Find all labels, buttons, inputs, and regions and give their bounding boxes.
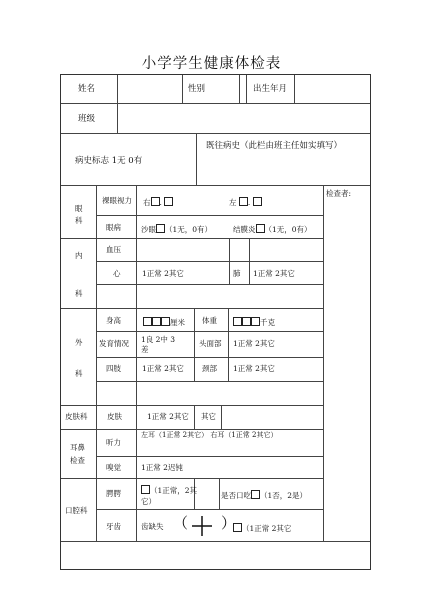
row-divider (61, 308, 323, 309)
col-divider (96, 185, 97, 541)
skin-other-label: 其它 (201, 412, 216, 421)
conjunctivitis: 结膜炎 （1无，0有） (233, 225, 312, 234)
skin-options: 1正常 2其它 (147, 412, 189, 421)
cleft-field: 是否口吃 （1否，2是） (221, 491, 308, 500)
col-divider (194, 405, 195, 429)
col-divider (294, 75, 295, 103)
tooth-paren-right: ） (221, 514, 237, 532)
hearing-label: 听力 (106, 438, 121, 447)
smell-label: 嗅觉 (106, 463, 121, 472)
col-divider (196, 133, 197, 185)
row-divider (96, 456, 323, 457)
row-divider (61, 541, 370, 542)
birth-label: 出生年月 (253, 84, 288, 94)
development-label: 发育情况 (99, 339, 129, 348)
heart-label: 心 (113, 269, 121, 278)
row-divider (61, 133, 370, 134)
history-note-label: 既往病史（此栏由班主任如实填写） (206, 141, 343, 151)
row-divider (96, 331, 323, 332)
lung-label: 肺 (233, 269, 241, 278)
col-divider (239, 75, 240, 103)
height-label: 身高 (106, 316, 121, 325)
skin-dept-label: 皮肤科 (65, 412, 88, 421)
col-divider (117, 75, 118, 133)
eye-dept-label: 科 (75, 216, 83, 225)
col-divider (182, 75, 183, 103)
hearing-options: 左耳（1正常 2其它） 右耳（1正常 2其它） (141, 431, 278, 439)
lung-options: 1正常 2其它 (253, 269, 295, 278)
surgery-dept-label: 科 (75, 369, 83, 378)
col-divider (194, 308, 195, 381)
ent-dept-label: 耳鼻 (70, 443, 85, 452)
col-divider (221, 405, 222, 429)
row-divider (61, 478, 323, 479)
col-divider (229, 238, 230, 284)
jaw-options-2: 它） (141, 497, 156, 506)
development-options: 1良 2中 3 (141, 335, 176, 344)
class-label: 班级 (78, 114, 96, 124)
surgery-dept-label: 外 (75, 338, 83, 347)
internal-dept-label: 科 (75, 289, 83, 298)
col-divider (246, 75, 247, 103)
gender-label: 性别 (188, 84, 206, 94)
development-options-2: 差 (141, 345, 149, 354)
jaw-options: （1正常，2其 (141, 485, 197, 495)
col-divider (323, 185, 324, 541)
eye-disease-label: 眼病 (106, 223, 121, 232)
skin-label: 皮肤 (107, 412, 122, 421)
tooth-cross-icon (191, 515, 213, 537)
oral-dept-label: 口腔科 (65, 506, 88, 515)
col-divider (136, 185, 137, 541)
head-label: 头面部 (199, 339, 222, 348)
trachoma: 沙眼 （1无，0有） (141, 225, 213, 234)
row-divider (96, 381, 323, 382)
heart-options: 1正常 2其它 (142, 269, 184, 278)
vision-left: 左 . (229, 197, 262, 207)
examiner-label: 检查者: (326, 189, 352, 198)
health-exam-form (60, 74, 371, 570)
col-divider (219, 478, 220, 509)
neck-label: 颈部 (202, 364, 217, 373)
weight-label: 体重 (202, 316, 217, 325)
limbs-options: 1正常 2其它 (142, 364, 184, 373)
head-options: 1正常 2其它 (233, 339, 275, 348)
vision-right: 右 . (143, 197, 173, 207)
internal-dept-label: 内 (75, 251, 83, 260)
form-title: 小学学生健康体检表 (141, 56, 282, 72)
weight-field: 千克 (233, 317, 275, 327)
history-flag-label: 病史标志 1无 0有 (75, 156, 143, 166)
limbs-label: 四肢 (106, 364, 121, 373)
naked-vision-label: 裸眼视力 (102, 196, 132, 205)
eye-dept-label: 眼 (75, 204, 83, 213)
jaw-label: 腭腭 (106, 489, 121, 498)
col-divider (249, 238, 250, 284)
row-divider (96, 357, 323, 358)
blood-pressure-label: 血压 (106, 245, 121, 254)
height-field: 厘米 (143, 317, 185, 327)
caries-label: 齿缺失 (141, 522, 164, 531)
teeth-label: 牙齿 (106, 522, 121, 531)
tooth-options: （1正常 2其它 (233, 523, 291, 533)
row-divider (61, 405, 323, 406)
row-divider (96, 509, 323, 510)
row-divider (96, 261, 323, 262)
row-divider (96, 215, 323, 216)
row-divider (96, 284, 323, 285)
neck-options: 1正常 2其它 (233, 364, 275, 373)
row-divider (61, 103, 370, 104)
row-divider (61, 238, 323, 239)
tooth-paren-left: （ (173, 514, 189, 532)
row-divider (61, 429, 323, 430)
name-label: 姓名 (78, 84, 96, 94)
smell-options: 1正常 2迟钝 (141, 463, 183, 472)
col-divider (228, 308, 229, 381)
ent-dept-label: 检查 (70, 456, 85, 465)
